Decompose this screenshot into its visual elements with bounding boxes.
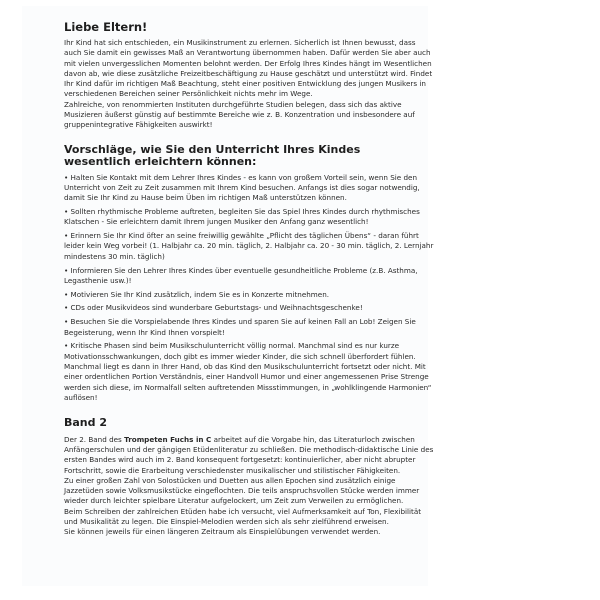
suggestion-item: • Kritische Phasen sind beim Musikschulunterricht völlig normal. Manchmal sind es nur kurze Motivationsschwankungen, doch gibt es immer wieder Kinder, die sich schnell überfordert fühlen. Manchmal liegt es dann in Ihrer Hand, ob das Kind den Musikschulunterricht fortsetzt oder nicht. Mit einer ordentlichen Portion Verständnis, einer Handvoll Humor und einer angemessenen Prise Strenge werden sich diese, im Normalfall selten auftretenden Missstimmungen, in „wohlklingende Harmonien“ auflösen! [64, 341, 432, 402]
suggestion-item: • Besuchen Sie die Vorspielabende Ihres Kindes und sparen Sie auf keinen Fall an Lob! Zeigen Sie Begeisterung, wenn Ihr Kind Ihnen vorspielt! [64, 317, 416, 337]
band-paragraph: Sie können jeweils für einen längeren Zeitraum als Einspielübungen verwendet werden. [64, 527, 381, 537]
heading-vorschlaege [64, 144, 434, 169]
document-page [22, 6, 434, 586]
suggestions-list [64, 173, 434, 403]
document-content [64, 20, 434, 538]
suggestion-item: • Erinnern Sie Ihr Kind öfter an seine freiwillig gewählte „Pflicht des täglichen Übens“ - daran führt leider kein Weg vorbei! (1. Halbjahr ca. 20 min. täglich, 2. Halbjahr ca. 20 - 30 min. täglich, 2. Lernjahr mindestens 30 min. täglich) [64, 231, 434, 261]
suggestion-item: • Motivieren Sie Ihr Kind zusätzlich, indem Sie es in Konzerte mitnehmen. [64, 289, 330, 299]
book-title: Trompeten Fuchs in C [124, 434, 212, 444]
heading-band-2: Band 2 [64, 416, 107, 430]
band-intro-after: arbeitet auf die Vorgabe hin, das Literaturloch zwischen Anfängerschulen und der gängigen Etüdenliteratur zu schließen. Die methodisch-didaktische Linie des ersten Bandes wird auch im 2. Band konsequent fortgesetzt: kontinuierlicher, aber nicht abrupter Fortschritt, sowie die Erarbeitung verschiedenster musikalischer und stilistischer Fähigkeiten. [64, 434, 434, 475]
heading-liebe-eltern: Liebe Eltern! [64, 20, 148, 34]
heading-vorschlaege-line1: Vorschläge, wie Sie den Unterricht Ihres Kindes [64, 142, 361, 156]
band-paragraph: Zu einer großen Zahl von Solostücken und Duetten aus allen Epochen sind zusätzlich einige Jazzetüden sowie Volksmusikstücke eingeflochten. Die teils anspruchsvollen Stücke werden immer wieder durch leichter spielbare Literatur aufgelockert, um Zeit zum Verweilen zu ermöglichen. [64, 475, 420, 506]
band-intro-paragraph [64, 435, 434, 476]
suggestion-item: • Informieren Sie den Lehrer Ihres Kindes über eventuelle gesundheitliche Probleme (z.B. Asthma, Legasthenie usw.)! [64, 265, 418, 285]
band-intro-before: Der 2. Band des [64, 434, 125, 444]
band-paragraph: Beim Schreiben der zahlreichen Etüden habe ich versucht, viel Aufmerksamkeit auf Ton, Flexibilität und Musikalität zu legen. Die Einspiel-Melodien werden sich als sehr zielführend erweisen. [64, 506, 422, 526]
suggestion-item: • Halten Sie Kontakt mit dem Lehrer Ihres Kindes - es kann von großem Vorteil sein, wenn Sie den Unterricht von Zeit zu Zeit zusammen mit Ihrem Kind besuchen. Anfangs ist dies sogar notwendig, damit Sie Ihr Kind zu Hause beim Üben im richtigen Maß unterstützen können. [64, 172, 420, 203]
studies-paragraph: Zahlreiche, von renommierten Instituten durchgeführte Studien belegen, dass sich das aktive Musizieren äußerst günstig auf bestimmte Bereiche wie z. B. Konzentration und insbesondere auf gruppenintegrative Fähigkeiten auswirkt! [64, 99, 415, 130]
suggestion-item: • Sollten rhythmische Probleme auftreten, begleiten Sie das Spiel Ihres Kindes durch rhythmisches Klatschen - Sie erleichtern damit Ihrem jungen Musiker den Anfang ganz wesentlich! [64, 207, 420, 227]
suggestion-item: • CDs oder Musikvideos sind wunderbare Geburtstags- und Weihnachtsgeschenke! [64, 303, 363, 313]
intro-paragraph: Ihr Kind hat sich entschieden, ein Musikinstrument zu erlernen. Sicherlich ist Ihnen bewusst, dass auch Sie damit ein gewisses Maß an Verantwortung übernommen haben. Dafür werden Sie aber auch mit vielen unvergesslichen Momenten belohnt werden. Der Erfolg Ihres Kindes hängt im Wesentlichen davon ab, wie diese zusätzliche Freizeitbeschäftigung zu Hause geschätzt und unterstützt wird. Findet Ihr Kind dafür im richtigen Maß Beachtung, steht einer positiven Entwicklung des jungen Musikers in verschiedenen Bereichen seiner Persönlichkeit nichts mehr im Wege. [64, 38, 433, 99]
heading-vorschlaege-line2: wesentlich erleichtern können: [64, 155, 257, 169]
